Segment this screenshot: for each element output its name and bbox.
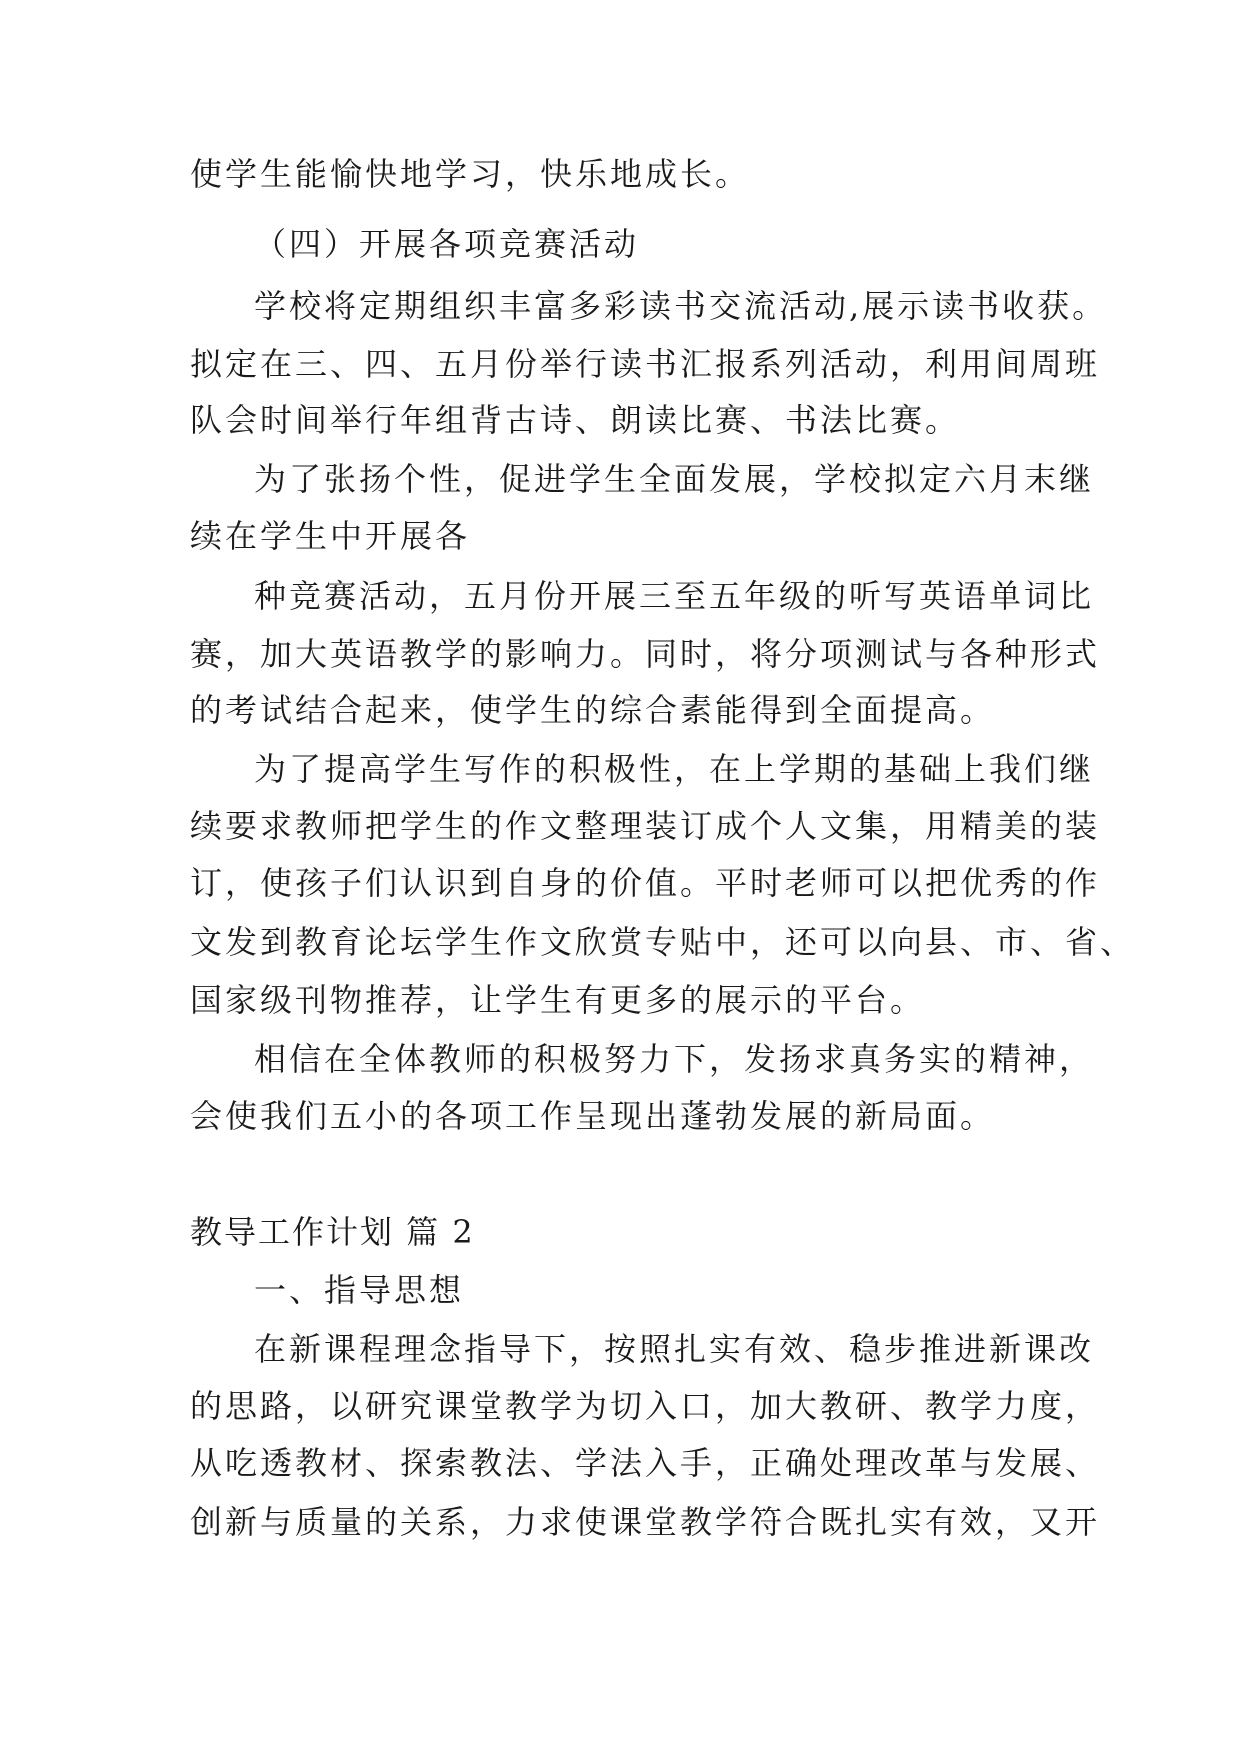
paragraph-line: 文发到教育论坛学生作文欣赏专贴中，还可以向县、市、省、	[190, 923, 1136, 961]
paragraph-line: 相信在全体教师的积极努力下，发扬求真务实的精神，	[254, 1040, 1095, 1078]
paragraph-line: 国家级刊物推荐，让学生有更多的展示的平台。	[190, 981, 926, 1019]
paragraph-line: 队会时间举行年组背古诗、朗读比赛、书法比赛。	[190, 401, 961, 439]
paragraph-line: 的思路，以研究课堂教学为切入口，加大教研、教学力度，	[190, 1387, 1101, 1425]
paragraph-line: 种竞赛活动，五月份开展三至五年级的听写英语单词比	[254, 577, 1095, 615]
paragraph-line: 为了提高学生写作的积极性，在上学期的基础上我们继	[254, 750, 1095, 788]
section-heading: （四）开展各项竞赛活动	[254, 225, 640, 263]
paragraph-line: 从吃透教材、探索教法、学法入手，正确处理改革与发展、	[190, 1444, 1101, 1482]
paragraph-line: 在新课程理念指导下，按照扎实有效、稳步推进新课改	[254, 1330, 1095, 1368]
section-heading: 一、指导思想	[254, 1271, 465, 1309]
paragraph-line: 学校将定期组织丰富多彩读书交流活动,展示读书收获。	[254, 287, 1108, 325]
paragraph-line: 为了张扬个性，促进学生全面发展，学校拟定六月末继	[254, 460, 1095, 498]
paragraph-line: 赛，加大英语教学的影响力。同时，将分项测试与各种形式	[190, 635, 1101, 673]
paragraph-line: 续在学生中开展各	[190, 517, 471, 555]
paragraph-line: 拟定在三、四、五月份举行读书汇报系列活动，利用间周班	[190, 345, 1101, 383]
paragraph-line: 的考试结合起来，使学生的综合素能得到全面提高。	[190, 691, 996, 729]
document-title: 教导工作计划 篇 2	[190, 1213, 475, 1251]
paragraph-line: 使学生能愉快地学习，快乐地成长。	[190, 155, 751, 193]
paragraph-line: 订，使孩子们认识到自身的价值。平时老师可以把优秀的作	[190, 864, 1101, 902]
paragraph-line: 创新与质量的关系，力求使课堂教学符合既扎实有效，又开	[190, 1503, 1101, 1541]
paragraph-line: 续要求教师把学生的作文整理装订成个人文集，用精美的装	[190, 807, 1101, 845]
paragraph-line: 会使我们五小的各项工作呈现出蓬勃发展的新局面。	[190, 1097, 996, 1135]
